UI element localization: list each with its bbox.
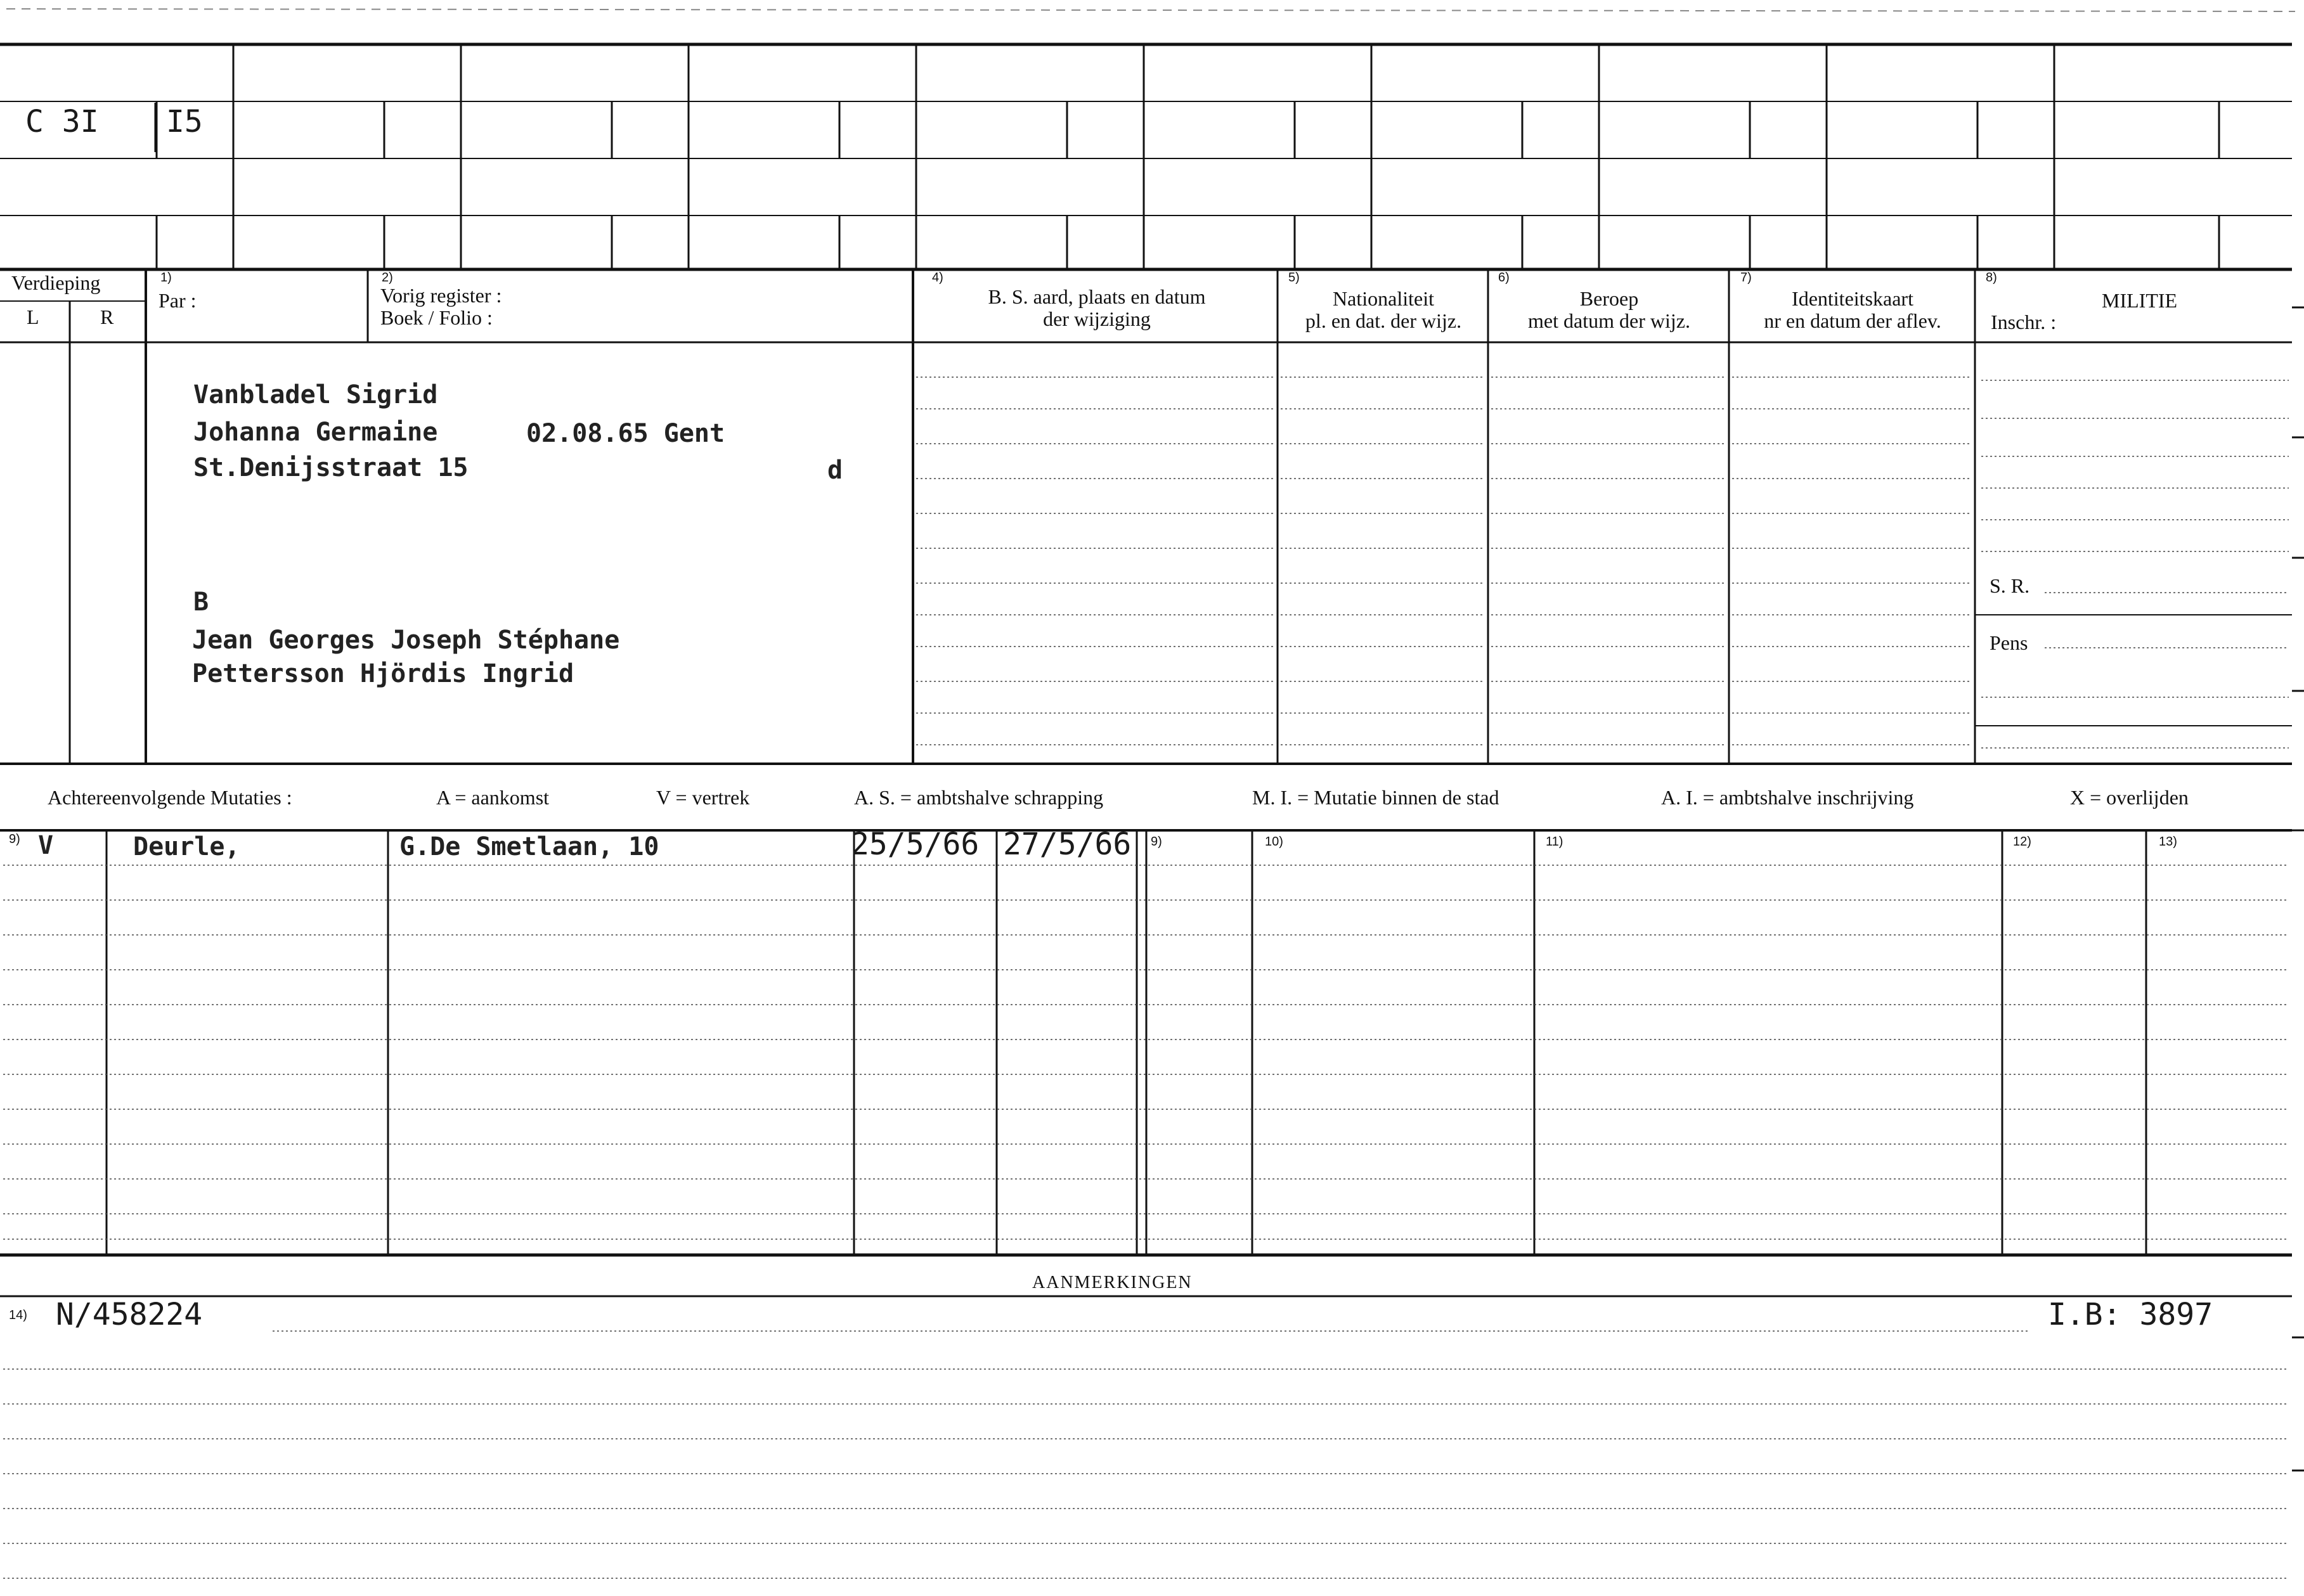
mutation-place: Deurle, [133, 832, 240, 861]
remarks-reference: N/458224 [56, 1297, 203, 1332]
address-line: St.Denijsstraat 15 [193, 453, 469, 482]
col2-boek-folio-label: Boek / Folio : [380, 306, 493, 329]
col4-wijziging-label: der wijziging [1043, 307, 1151, 330]
aanmerkingen-title: AANMERKINGEN [1032, 1273, 1193, 1292]
col1-number: 1) [160, 271, 172, 285]
pens-label: Pens [1990, 631, 2028, 654]
sr-label: S. R. [1990, 574, 2030, 597]
verdieping-label: Verdieping [11, 271, 101, 294]
legend-mutatie-binnen-stad: M. I. = Mutatie binnen de stad [1252, 786, 1499, 809]
col6-number: 6) [1498, 271, 1510, 285]
col5-number: 5) [1288, 271, 1300, 285]
code-field-2: I5 [166, 104, 203, 139]
inschr-label: Inschr. : [1991, 311, 2057, 333]
legend-overlijden: X = overlijden [2070, 786, 2189, 809]
col7-identiteitskaart-label: Identiteitskaart [1792, 287, 1913, 310]
legend-vertrek: V = vertrek [656, 786, 750, 809]
mut-col12-number: 12) [2013, 835, 2031, 849]
col7-aflev-label: nr en datum der aflev. [1764, 309, 1941, 332]
col7-number: 7) [1740, 271, 1752, 285]
col5-wijz-label: pl. en dat. der wijz. [1305, 309, 1462, 332]
code-field-1: C 3I [25, 104, 99, 139]
mutation-address: G.De Smetlaan, 10 [399, 832, 659, 861]
mutation-date-1: 25/5/66 [851, 827, 980, 862]
person-name: Vanbladel Sigrid [193, 380, 438, 409]
verdieping-r-label: R [100, 306, 114, 328]
col2-number: 2) [382, 271, 393, 285]
legend-ambtshalve-inschrijving: A. I. = ambtshalve inschrijving [1661, 786, 1914, 809]
col5-nationaliteit-label: Nationaliteit [1333, 287, 1434, 310]
mut-col9-number: 9) [9, 832, 20, 846]
mut-col13-number: 13) [2159, 835, 2177, 849]
mut-col10-number: 10) [1265, 835, 1283, 849]
verdieping-l-label: L [27, 306, 39, 328]
mut-col11-number: 11) [1546, 835, 1563, 849]
col4-number: 4) [932, 271, 943, 285]
remarks-ib-number: I.B: 3897 [2048, 1297, 2213, 1332]
remarks-number: 14) [9, 1308, 27, 1322]
mutations-legend-title: Achtereenvolgende Mutaties : [48, 786, 292, 809]
col6-beroep-label: Beroep [1579, 287, 1639, 310]
mother-name: Pettersson Hjördis Ingrid [192, 659, 574, 688]
mutation-type: V [38, 831, 54, 860]
col4-bs-label: B. S. aard, plaats en datum [988, 285, 1206, 308]
col1-par-label: Par : [159, 289, 197, 312]
col8-number: 8) [1986, 271, 1997, 285]
mut-col9-right-number: 9) [1151, 835, 1162, 849]
legend-aankomst: A = aankomst [436, 786, 550, 809]
birth-date-place: 02.08.65 Gent [526, 419, 725, 448]
legend-ambtshalve-schrapping: A. S. = ambtshalve schrapping [854, 786, 1104, 809]
marker-d: d [827, 456, 843, 485]
militie-label: MILITIE [2102, 289, 2178, 312]
mutation-date-2: 27/5/66 [1003, 827, 1132, 862]
father-name: Jean Georges Joseph Stéphane [192, 626, 620, 655]
col6-wijz-label: met datum der wijz. [1528, 309, 1690, 332]
marker-b: B [193, 588, 209, 617]
person-given-names: Johanna Germaine [193, 418, 438, 447]
col2-vorig-register-label: Vorig register : [380, 284, 502, 307]
